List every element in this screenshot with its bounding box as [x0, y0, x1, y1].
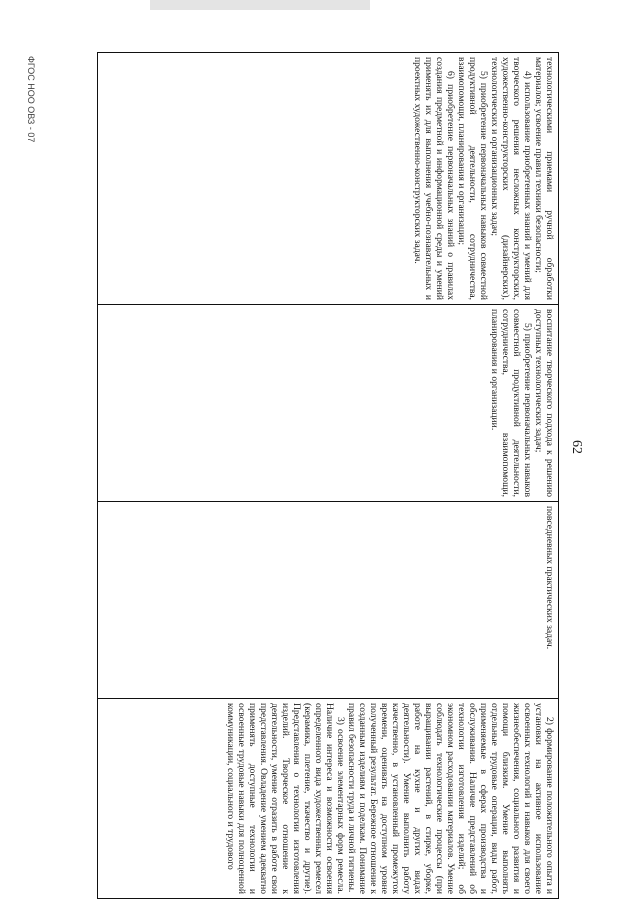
- table-cell-column-3: [98, 502, 559, 699]
- page-number: 62: [569, 440, 584, 454]
- column-1-paragraph: технологическими приемами ручной обработки материалов; усвоение правил техники безопасности;: [533, 57, 555, 300]
- column-2-paragraph: 5) приобретение первоначальных навыков совместной продуктивной деятельности, сотрудничества, взаимопомощи, планирования и организации.: [489, 309, 533, 497]
- document-table: [97, 52, 559, 899]
- column-2-paragraph: воспитание творческого подхода к решению доступных технологических задач;: [533, 309, 555, 497]
- table-cell-column-2: [98, 305, 559, 502]
- column-1-paragraph: 5) приобретение первоначальных навыков совместной продуктивной деятельности, сотрудничества, взаимопомощи, планирования и организации;: [456, 57, 489, 300]
- column-4-paragraph: 3) освоение элементарных форм ремесла. Наличие интереса и возможности освоения определенного вида художественных ремесел (керамика, плетение, ткачество и другие). Представления о технологии изготовления изделий. Творческое отношение к деятельности, умение отразить в работе свои представления. Овладение умением адекватно применять доступные технологии и освоенные трудовые навыки для полноценной коммуникации, социального и трудового: [225, 703, 346, 894]
- table-cell-column-1: [98, 53, 559, 305]
- column-1-paragraph: 6) приобретение первоначальных знаний о правилах создания предметной и информационной среды и умений применять их для выполнения учебно-познавательных и проектных художественно-конструкторских задач.: [412, 57, 456, 300]
- column-4-paragraph: 2) формирование положительного опыта и установки на активное использование освоенных технологий и навыков для своего жизнеобеспечения, социального развития и помощи близким. Умение выполнять отдельные трудовые операции, виды работ, применяемые в сферах производства и обслуживания. Наличие представлений об технологии изготовления изделий; об экономном расходовании материалов. Умение соблюдать технологические процессы (при выращивании растений, в стирке, уборке, работе на кухне и других видах деятельности). Умение выполнить работу качественно, в установленный промежуток времени, оценивать на доступном уровне полученный результат. Бережное отношение к созданным изделиям и поделкам. Понимание правил безопасности труда и личной гигиены.: [346, 703, 555, 894]
- column-1-paragraph: 4) использование приобретенных знаний и умений для творческого решения несложных конструкторских, художественно-конструкторских (дизайнерских), технологических и организационных задач;: [489, 57, 533, 300]
- document-footer: ФГОС НОО ОВЗ - 07: [26, 56, 36, 143]
- column-3-paragraph: повседневных практических задач.: [544, 506, 555, 650]
- table-row: [98, 53, 559, 899]
- scan-edge-shadow: [150, 0, 370, 10]
- table-cell-column-4: [98, 699, 559, 899]
